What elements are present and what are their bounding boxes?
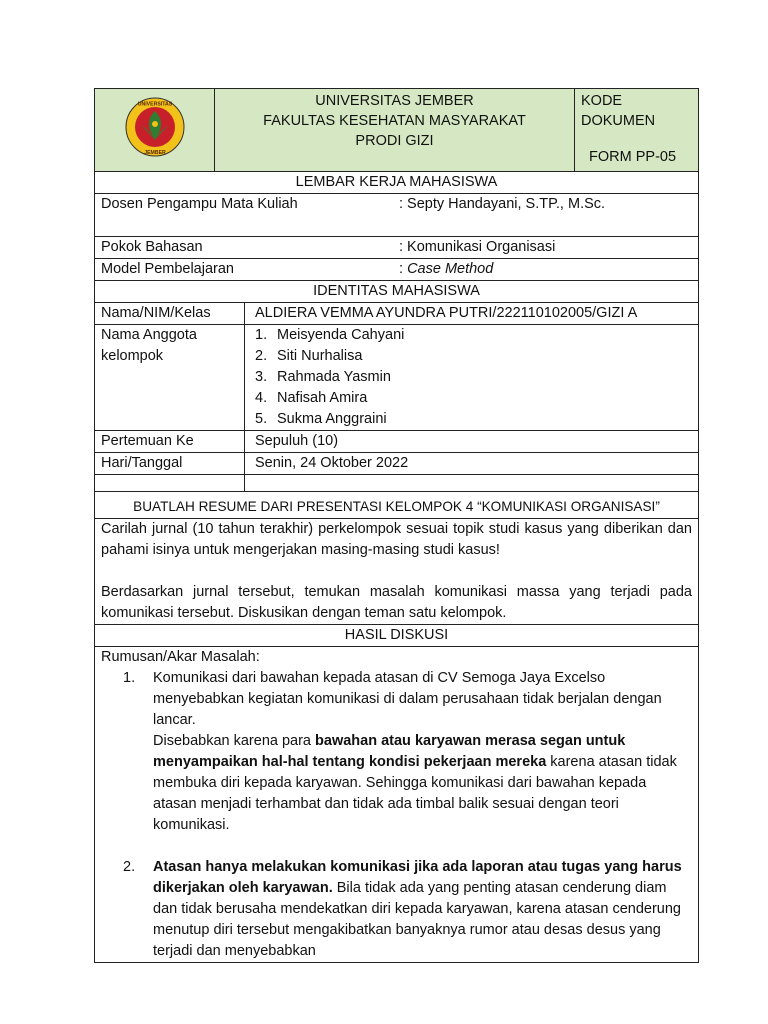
anggota-row	[95, 325, 699, 431]
anggota-label: Nama Anggota kelompok	[95, 325, 245, 431]
item2-paragraph: Atasan hanya melakukan komunikasi jika ada laporan atau tugas yang harus dikerjakan oleh karyawan. Bila tidak ada yang penting atasan cenderung diam dan tidak berusaha mendekatkan diri kepada karyawan, karena atasan cenderung menutup diri tersebut mengakibatkan banyaknya rumor atau desas desus yang terjadi dan menyebabkan	[153, 859, 682, 959]
pertemuan-row	[95, 431, 699, 453]
pokok-row	[95, 237, 699, 259]
item-number: 1.	[123, 670, 136, 686]
nama-row	[95, 303, 699, 325]
member-list	[255, 325, 692, 430]
empty-row	[95, 475, 699, 492]
list-item: 3. Rahmada Yasmin	[255, 369, 391, 385]
task-paragraph-1: Carilah jurnal (10 tahun terakhir) perkelompok sesuai topik studi kasus yang diberikan dan pahami isinya untuk mengerjakan masing-masing studi kasus!	[101, 521, 693, 558]
pokok-value: : Komunikasi Organisasi	[399, 239, 556, 255]
item-number: 2.	[123, 859, 136, 875]
dokumen-label: DOKUMEN	[581, 113, 656, 129]
hari-label: Hari/Tanggal	[95, 453, 245, 475]
dosen-label: Dosen Pengampu Mata Kuliah	[101, 196, 298, 212]
worksheet-table	[94, 88, 699, 963]
form-code: FORM PP-05	[589, 149, 677, 165]
identitas-title-row	[95, 281, 699, 303]
list-item: 4. Nafisah Amira	[255, 390, 368, 406]
task-title: BUATLAH RESUME DARI PRESENTASI KELOMPOK 4 “KOMUNIKASI ORGANISASI”	[95, 492, 699, 519]
model-value: Case Method	[407, 261, 494, 277]
task-title-row	[95, 492, 699, 519]
model-prefix: :	[399, 261, 408, 277]
hari-value: Senin, 24 Oktober 2022	[245, 453, 699, 475]
hasil-title-row	[95, 625, 699, 647]
item1-paragraph-2: Disebabkan karena para bawahan atau karyawan merasa segan untuk menyampaikan hal-hal tentang kondisi pekerjaan mereka karena atasan tidak membuka diri kepada karyawan. Sehingga komunikasi dari bawahan kepada atasan menjadi terhambat dan tidak ada timbal balik sesuai dengan teori komunikasi.	[153, 733, 677, 833]
worksheet-title: LEMBAR KERJA MAHASISWA	[95, 172, 699, 194]
worksheet	[94, 88, 698, 963]
pertemuan-label: Pertemuan Ke	[95, 431, 245, 453]
list-item	[123, 668, 692, 836]
dosen-value: : Septy Handayani, S.TP., M.Sc.	[399, 196, 606, 212]
list-item: 1. Meisyenda Cahyani	[255, 327, 405, 343]
institution-cell	[215, 89, 575, 172]
logo-cell	[95, 89, 215, 172]
nama-value: ALDIERA VEMMA AYUNDRA PUTRI/222110102005/GIZI A	[245, 303, 699, 325]
pokok-label: Pokok Bahasan	[101, 239, 203, 255]
task-paragraph-2: Berdasarkan jurnal tersebut, temukan masalah komunikasi massa yang terjadi pada komunikasi tersebut. Diskusikan dengan teman satu kelompok.	[101, 584, 693, 621]
document-code-cell	[575, 89, 699, 172]
item1-paragraph-1: Komunikasi dari bawahan kepada atasan di CV Semoga Jaya Excelso menyebabkan kegiatan komunikasi di dalam perusahaan tidak berjalan dengan lancar.	[153, 670, 662, 728]
list-item: 2. Siti Nurhalisa	[255, 348, 363, 364]
university-logo	[124, 96, 186, 158]
logo-text-top: UNIVERSITAS	[137, 101, 172, 107]
task-row	[95, 519, 699, 625]
model-row	[95, 259, 699, 281]
dosen-row	[95, 194, 699, 237]
faculty-name: FAKULTAS KESEHATAN MASYARAKAT	[263, 113, 526, 129]
pertemuan-value: Sepuluh (10)	[245, 431, 699, 453]
model-label: Model Pembelajaran	[101, 261, 234, 277]
university-name: UNIVERSITAS JEMBER	[315, 93, 474, 109]
identitas-title: IDENTITAS MAHASISWA	[95, 281, 699, 303]
hari-row	[95, 453, 699, 475]
document-header	[95, 89, 699, 172]
kode-label: KODE	[581, 93, 623, 109]
list-item: 5. Sukma Anggraini	[255, 411, 387, 427]
nama-label: Nama/NIM/Kelas	[95, 303, 245, 325]
list-item	[123, 857, 692, 962]
hasil-title: HASIL DISKUSI	[95, 625, 699, 647]
title-row	[95, 172, 699, 194]
logo-text-bottom: JEMBER	[143, 149, 166, 156]
hasil-row	[95, 647, 699, 963]
rumusan-label: Rumusan/Akar Masalah:	[101, 649, 260, 665]
program-name: PRODI GIZI	[355, 133, 434, 149]
